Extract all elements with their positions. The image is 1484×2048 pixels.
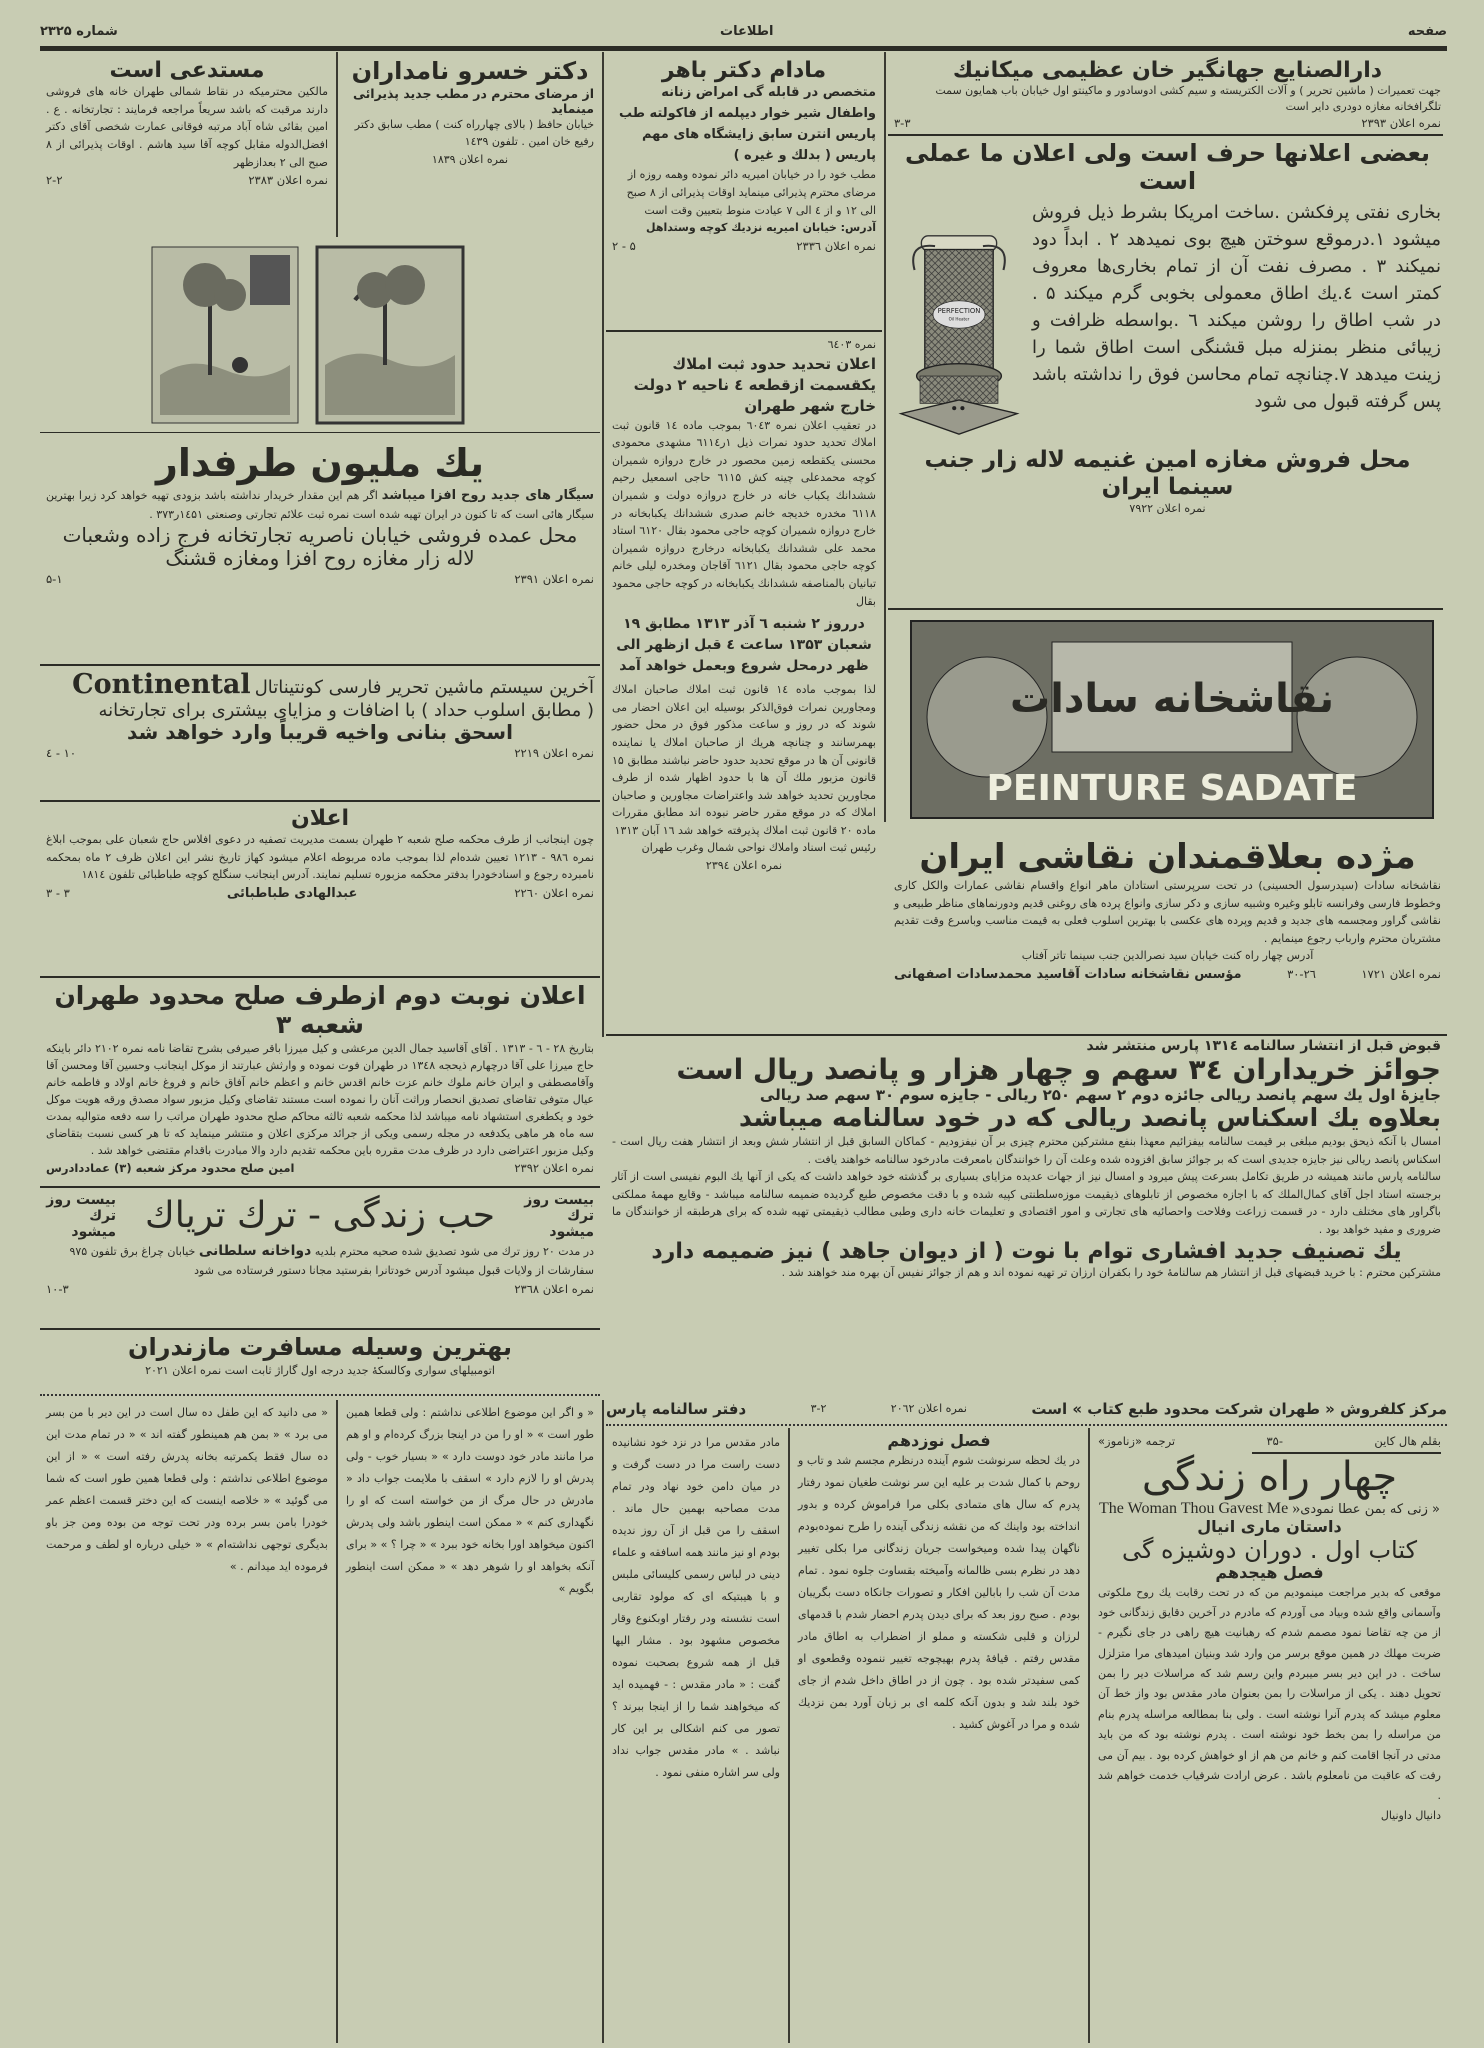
- ad-number: نمره اعلان ۱۷۲۱: [1361, 967, 1441, 982]
- notice-ad-number: نمره اعلان ۲۳۹٤: [705, 859, 783, 873]
- landscape-illustration-right: [315, 245, 465, 425]
- serial-author: بقلم هال کاین: [1374, 1434, 1441, 1448]
- heater-label: PERFECTION: [937, 307, 981, 316]
- serial-text: موقعی که بدیر مراجعت مینمودیم من که در تحت رقابت یك روح ملکوتی وآسمانی واقع شده وبیاد می آوردم که مادرم در آخرین دقایق زندگانی خود از من چه تقاضا نمود مصمم شدم که رهبانیت هیچ راهی در جای نگیرم - ضربت مهلك در همین موقع برسر من وارد شد وبنیان امیدهای مرا متزلزل ساخت . در این دیر بسر میبردم واین رسم شد که مراسلات دیر را بمن تحویل دهند . یکی از مراسلات را بمن بعنوان مادر مقدس بود واز خط آن معلوم میشد که پدرم آنرا نوشته است . ولی بنا بمطالعه مراسله پدرم بنام من مراسله را بمن بخط خود نوشته است . پدرم نوشته بود که من باید مدتی در آنجا اقامت کنم و خانم من هم از او خواهش کرده بود . بیم آن می رفت که عاقبت من نامعلوم باشد . عرض ارادت شرفیاب خدمت خواهم شد .: [1098, 1585, 1441, 1803]
- serial-text: مادر مقدس مرا در نزد خود نشانیده دست راست مرا در دست گرفت و در میان دامن خود نهاد ودر تمام مدت مصاحبه بهمین حال ماند . اسقف را من قبل از آن روز ندیده بودم او نیز مانند همه اسافقه و علماء دینی در لباس رسمی کلیسائی ملبس و با هیبتیکه ای که مولود تقاربی است نشسته ودر رفتار اوبکنوع وقار مخصوص مشهود بود . مشار الیها قبل از همه شروع بصحبت نموده گفت : « مادر مقدس : - فهمیده اید که میخواهند شما را از اینجا ببرند ؟ تصور می کنم اشکالی بر این کار نباشد . » مادر مقدس جواب نداد ولی سر اشاره منفی نمود .: [612, 1436, 780, 1779]
- ad-text: اگر هم این مقدار خریدار نداشته باشد بزودی تهیه خواهد کرد زیرا بهترین سیگار هائی است که تا کنون در ایران تهیه شده است نمره ثبت علائم تجارتی وصنعتی ۱٤۵۱ر۳۷۳ .: [46, 488, 594, 522]
- masthead: [40, 24, 1447, 46]
- ad-code: ۲-۲: [46, 173, 63, 188]
- column-divider: [602, 52, 604, 1037]
- ad-hab-zendegi: [40, 1190, 600, 1326]
- serial-column-5: [40, 1400, 334, 2045]
- column-divider: [788, 1428, 790, 2043]
- banner-fr: PEINTURE SADATE: [986, 768, 1358, 809]
- ad-text: نقاشخانه سادات (سیدرسول الحسینی) در تحت سرپرستی استادان ماهر انواع واقسام نقاشی عمارات والکل کاری وخطوط فارسی وفرانسه تابلو وغیره وشبیه سازی و دکر سازی وانواع پرده های روغنی قدیم ودورنماهای مناظر طبیعی و نقاشی گراور ومجسمه های جدید و قدیم وپرده های عکسی با بهترین اسلوب فعلی به قیمت مناسب وباسرع وقت تقدیم مشتریان محترم وارباب رجوع مینمایم .: [894, 879, 1441, 945]
- ad-code: ۳ - ۳: [46, 886, 70, 901]
- ad-text: بخاری نفتی پرفکشن .ساخت امریکا بشرط ذیل فروش میشود ۱.درموقع سوختن هیچ بوی نمیدهد ۲ . ابداً دود نمیکند ۳ . مصرف نفت آن از تمام بخاری‌ها معروف کمتر است ٤.یك اطاق معمولی بخوبی گرم میکند ۵ . در شب اطاق را روشن میکند ٦ .بواسطه ظرافت و زیبائی منظر بمنزله مبل قشنگی است اطاق شما را زینت میدهد ۷.چنانچه تمام محاسن فوق را نداشته باشد پس گرفته قبول می شود: [1032, 202, 1441, 413]
- ad-text: مالکین محترمیکه در نقاط شمالی طهران خانه های فروشی دارند مرقبت که باشد سریعاً مراجعه فرمایند : تجارتخانه . ع . امین بقائی شاه آباد مرتبه فوقانی عمارت شخصی آقای دکتر افضل‌الدوله مقابل کوچه آقا سید هاشم . اوقات پذیرائی از ۸ صبح الی ۲ بعدازظهر: [46, 85, 328, 169]
- serial-chapter: فصل نوزدهم: [887, 1431, 991, 1450]
- ad-code: ۵-۱: [46, 572, 63, 587]
- serial-subtitle-en: The Woman Thou Gavest Me »: [1099, 1500, 1301, 1518]
- ad-paragraph-2: سالنامه پارس مانند همیشه در طریق تکامل بسرعت پیش میرود و امسال نیز از جهات عدیده مزایای بسیاری بر گذشته خود خواهد داشت که یکی از آنها یك البوم نفیسی است از آثار برجسته استاد اجل آقای کمال‌الملك که با اجازه مخصوص از تابلوهای ذیقیمت موزه‌سلطنتی کپیه شده و با دقت مخصوص طبع گردیده ضمیمه سالنامه میباشد - وقایع مهمهٔ مملکتی باگراور های مختلف دارد - در قسمت زراعت وفلاحت واحصائیه های تجارتی و امور اقتصادی و تعلیمات خانه داری وطبی مطالب ذیقیمتی تهیه شده که برای هرطبقه از خوانندگان ما ضروری و مفید خواهد بود .: [612, 1170, 1441, 1236]
- ad-code: ۵ - ۲: [612, 238, 636, 253]
- serial-signature: دانیال داونیال: [1380, 1808, 1441, 1822]
- paper-name: اطلاعات: [720, 24, 774, 39]
- ad-text: اتومبیلهای سواری وکالسکهٔ جدید درجه اول گاراژ ثابت است: [224, 1363, 495, 1377]
- notice-text: چون اینجانب از طرف محکمه صلح شعبه ۲ طهران بسمت مدیریت تصفیه در دعوی افلاس حاج شعبان علی بموجب ابلاغ نمره ۹۸٦ - ۱۲۱۳ تعیین شده‌ام لذا بموجب ماده مربوطه اعلام میشود کهاز تاریخ نشر این اعلان ظرف ۲ ماه بمحکمه نامبرده رجوع و اسنادخودرا بدفتر محکمه مزبوره تسلیم نمایند. آدرس اینجانب سنگلج کوچه طباطبائی تلفون ۱۸۱٤: [46, 833, 595, 882]
- landscape-illustration-left: [150, 245, 300, 425]
- ad-line-1: قبوض قبل از انتشار سالنامه ۱۳۱٤ پارس منتشر شد: [1086, 1038, 1441, 1054]
- ad-continental: [40, 667, 600, 797]
- ad-paragraph-1: امسال با آنکه ذیحق بودیم مبلغی بر قیمت سالنامه بیفزائیم معهذا بنفع مشترکین محترم چیزی بر آن نیفزودیم - کماکان السابق قبل از انتشار شش وبعد از انتشار هفت ریال است - اسکناس پانصد ریالی نیز جایزه جدیدی است که بر جوائز سابق افزوده شده وعلت آن را خوانندگان بامعرفت مادرخود سالنامه خواهند یافت .: [612, 1134, 1441, 1166]
- notice-title: اعلان تحدید حدود ثبت املاك یکقسمت ازقطعه ٤ ناحیه ۲ دولت خارج شهر طهران: [633, 354, 876, 415]
- serial-column-2: [792, 1430, 1086, 2045]
- heater-illustration: [894, 229, 1024, 441]
- column-divider: [884, 52, 886, 822]
- ad-number: نمره اعلان ۷۹۲۲: [1129, 502, 1206, 516]
- ad-store-2: لاله زار مغازه روح افزا ومغازه قشنگ: [165, 546, 475, 571]
- ad-code: ۱۰-۳: [46, 1281, 69, 1296]
- serial-column-4: [340, 1400, 600, 2045]
- ad-prizes: جایزهٔ اول یك سهم پانصد ریالی جائزه دوم ۲ سهم ۲۵۰ ریالی - جایزه سوم ۳۰ سهم صد ریالی: [759, 1086, 1441, 1105]
- divider: [40, 976, 600, 978]
- ad-headline: بعضی اعلانها حرف است ولی اعلان ما عملی است: [905, 139, 1430, 195]
- serial-story-name: داستان ماری انیال: [1197, 1517, 1342, 1537]
- notice-signature: رئیس ثبت اسناد واملاك نواحی شمال وغرب طهران: [641, 841, 876, 855]
- divider: [40, 800, 600, 802]
- ad-address: آدرس چهار راه کنت خیابان سید نصرالدین جنب سینما تاتر آفتاب: [1021, 949, 1314, 963]
- ad-number: نمره اعلان ۲۲٦۰: [514, 886, 594, 901]
- notice-text: بتاریخ ۲۸ - ٦ - ۱۳۱۳ . آقای آقاسید جمال الدین مرعشی و کیل میرزا باقر صیرفی بشرح تقاضا نامه نمره ۲۱۰۲ دائر باینکه حاج میرزا علی آقا درچهارم ذیحجه ۱۳٤۸ در طهران فوت نموده و وارثش عبارتند از موکل اینجانب وحسین آقا ومحسن آقا وآقامصطفی و ایران خانم ملوك خانم عزت خانم اقدس خانم و اعظم خانم آفاق خانم و فروغ خانم اولاد و فاطمه خانم عیال متوفی تقاضای تصدیق انحصار وراثت آنان را نموده است مستند تقاضای وکیل مزبور سواد مصدق ورقه هویت موکل خود و یکطغری استشهاد نامه میباشد لذا محکمه شعبه ثالثه محاکم صلح محدود طهران مراتب را سه دفعه متوالیه بمدت سه ماه هر ماهی یکدفعه در مجله رسمی ویکی از جرائد مرکزی اعلان و منتشر مینماید که تا هر کسی نسبت بتقاضای وکیل مزبور اعتراضی دارد در ظرف مدت مقرره باین محکمه تقدیم دارد والا مبادرت باقدام مقتضی خواهد شد .: [46, 1041, 594, 1157]
- ad-side-right: بیست روز ترك میشود: [524, 1192, 594, 1240]
- divider: [888, 134, 1443, 136]
- ad-number: نمره اعلان ۲۳۹۲: [514, 1160, 594, 1175]
- ad-side-left: بیست روز ترك میشود: [46, 1192, 117, 1240]
- ad-code: ۳-۳: [894, 116, 911, 131]
- ad-paragraph-3: مشترکین محترم : با خرید قبضهای قبل از انتشار هم سالنامهٔ خود را بکفران ارزان تر تهیه نموده اند و هم از جوائز نفیس آن بهره مند خواهند شد .: [781, 1265, 1441, 1279]
- notice-number: نمره ٦٤۰۳: [827, 338, 876, 351]
- notice-text: در تعقیب اعلان نمره ٦۰٤۳ بموجب ماده ۱٤ قانون ثبت املاك تحدید حدود نمرات ذیل ۱ر٦۱۱٤ مشهدی محمودی محسنی یکقطعه زمین محصور در خارج دروازه شمیران کوچه محمدعلی چینه کش ٦۱۱۵ حاجی اسمعیل رحیم ششدانك یکباب خانه در خارج دروازه دولت و شمیران ٦۱۱۸ مخدره خدیجه خانم صدری ششدانك یکبابخانه در خارج دروازه شمیران کوچه حاجی محمود بقال ٦۱۲۰ استاد محمد علی ششدانك یکبابخانه درخارج دروازه شمیران کوچه حاجی محمود بقال ٦۱۲۱ آقاجان ومخدره لیلی خانم تبانیان بالمناصفه ششدانك یکبابخانه در کوچه حاجی محمود بقال: [612, 418, 877, 608]
- serial-story: [1092, 1430, 1447, 2045]
- ad-line-3: اسحق بنانی واخیه قریباً وارد خواهد شد: [127, 720, 513, 744]
- ad-heater: [888, 138, 1447, 608]
- ad-text-bold: سیگار های جدید روح افزا میباشد: [381, 487, 594, 503]
- ad-code: ۳۰-۲٦: [1287, 967, 1316, 982]
- footer-ad-number: نمره اعلان ۲۰٦۲: [890, 1402, 967, 1416]
- column-divider: [602, 1400, 604, 2043]
- footer-code: ۳-۲: [810, 1402, 827, 1416]
- ad-subtitle: از مرضای محترم در مطب جدید پذیرائی مینماید: [352, 85, 594, 116]
- serial-book: کتاب اول . دوران دوشیزه گی: [1121, 1535, 1418, 1564]
- ad-text-post: خیابان چراغ برق تلفون ۹۷۵ سفارشات از ولایات قبول میشود آدرس خودتانرا بفرستید مجانا دستور فرستاده می شود: [69, 1245, 594, 1278]
- svg-text:Oil Heater: Oil Heater: [948, 316, 970, 322]
- ad-text-bold: دواخانه سلطانی: [198, 1243, 312, 1259]
- footer-center: مرکز کلفروش « طهران شرکت محدود طبع کتاب » است: [1031, 1400, 1447, 1418]
- serial-column-3: [606, 1430, 786, 2045]
- column-divider: [336, 52, 338, 237]
- ad-text-pre: در مدت ۲۰ روز ترك می شود تصدیق شده صحیه محترم بلدیه: [314, 1245, 594, 1258]
- banner-fa: نقاشخانه سادات: [1009, 676, 1335, 722]
- ad-mozhdeh: [888, 836, 1447, 1032]
- title-rule: [1252, 1452, 1441, 1454]
- ad-headline: جوائز خریداران ۳٤ سهم و چهار هزار و پانصد ریال است: [676, 1053, 1441, 1086]
- ad-headline-2: بعلاوه یك اسکناس پانصد ریالی که در خود سالنامه میباشد: [739, 1103, 1441, 1133]
- ad-title: دکتر خسرو نامداران: [351, 57, 589, 85]
- notice-text2: لذا بموجب ماده ۱٤ قانون ثبت املاك صاحبان املاك ومجاورین نمرات فوق‌الذکر بوسیله این اعلان احضار می شوند که در روز و ساعت مذکور فوق در محل حضور بهمرسانند و چنانچه هریك از صاحبان املاك یا نماینده قانونی آن ها در موقع تحدید حدود حاضر نباشند مطابق ۱۵ قانون مزبور ملك آن ها با حدود اظهار شده از طرف مجاورین تحدید خواهد شد واعتراضات مجاورین و صاحبان املاك که در موقع مقرر حاضر نبوده اند مطابق مقررات ماده ۲۰ قانون ثبت املاك پذیرفته خواهد شد ۱٦ آبان ۱۳۱۳: [612, 683, 877, 837]
- peinture-sadate-banner: [910, 620, 1434, 819]
- banner-artwork: [912, 622, 1432, 817]
- divider: [40, 1328, 600, 1330]
- ad-number: نمره اعلان ۲۳۸۳: [248, 173, 328, 188]
- divider: [606, 330, 882, 332]
- ad-code: ۱۰ - ٤: [46, 746, 77, 760]
- notice-elan-nobat: [40, 980, 600, 1185]
- salnameh-footer: [606, 1398, 1447, 1420]
- ad-number: نمره اعلان ۲۳٦۸: [514, 1281, 594, 1296]
- notice-signature: عبدالهادی طباطبائی: [226, 886, 358, 902]
- serial-text: « می دانید که این طفل ده سال است در این دیر با من بسر می برد » « بمن هم همینطور گفته اند » « در تمام مدت این ده سال فقط یکمرتبه بخانه پدرش رفته است » « از این موضوع اطلاعی نداشتم : ولی قطعا همین طور است که شما می گوئید » « خلاصه اینست که این دختر قسمت اعظم عمر خودرا بامن بسر برده ودر تحت توجه من بوده ومن جز باو بدیگری توجهی نداشته‌ام » « خیلی درباره او لطف و مرحمت فرموده اید میدانم . »: [46, 1406, 328, 1573]
- divider: [888, 608, 1443, 610]
- notice-date: درروز ۲ شنبه ٦ آذر ۱۳۱۳ مطابق ۱۹ شعبان ۱۳۵۳ ساعت ٤ قبل ازظهر الی ظهر درمحل شروع وبعمل خواهد آمد: [616, 616, 872, 675]
- column-divider: [1088, 1428, 1090, 2043]
- ad-address: آدرس: خیابان امیریه نزدیك کوچه وستداهل: [646, 221, 876, 235]
- footer-office: دفتر سالنامه پارس: [606, 1400, 747, 1418]
- ad-title: بهترین وسیله مسافرت مازندران: [127, 1333, 513, 1361]
- serial-subtitle-fa: « زنی که بمن عطا نمودی: [1300, 1502, 1440, 1518]
- ad-title: مژده بعلاقمندان نقاشی ایران: [919, 837, 1416, 877]
- ad-founder: مؤسس نقاشخانه سادات آقاسید محمدسادات اصفهانی: [894, 967, 1242, 983]
- ad-store: محل فروش مغازه امین غنیمه لاله زار جنب سینما ایران: [924, 447, 1411, 500]
- ad-line-2: ( مطابق اسلوب حداد ) با اضافات و مزایای بیشتری برای تجارتخانه: [98, 700, 594, 721]
- divider: [40, 432, 600, 433]
- ad-number: نمره اعلان ۲۰۲۱: [145, 1363, 222, 1377]
- ad-dar-sanaye: [888, 56, 1447, 132]
- ad-mostadi: [40, 56, 334, 234]
- ad-text: مطب خود را در خیابان امیریه دائر نموده وهمه روزه از مرضای محترم پذیرائی مینماید اوقات پذیرائی از ۸ صبح الی ۱۲ و از ٤ الی ۷ عیادت منوط بتعیین وقت است: [626, 168, 876, 217]
- serial-title: چهار راه زندگی: [1141, 1454, 1398, 1501]
- ad-title: مستدعی است: [109, 58, 265, 83]
- column-divider: [336, 1400, 338, 2043]
- divider: [40, 1186, 600, 1188]
- ad-madam-baher: [606, 56, 882, 328]
- ad-number: نمره اعلان ۲۳۳٦: [796, 238, 876, 253]
- ad-number: نمره اعلان ۲۲۱۹: [514, 746, 594, 760]
- ad-title: یك مليون طرفدار: [155, 441, 485, 485]
- ad-number: نمره اعلان ۲۳۹۱: [514, 572, 594, 587]
- serial-chapter: فصل هیجدهم: [1215, 1563, 1324, 1583]
- ad-text: جهت تعمیرات ( ماشین تحریر ) و آلات الکتریسته و سیم کشی ادوسادور و ماکینتو اول خیابان باب همایون سمت تلگرافخانه مغازه دودری دایر است: [935, 84, 1441, 114]
- ad-salnameh-pars: [606, 1036, 1447, 1396]
- ad-title: مادام دکتر باهر: [661, 58, 827, 83]
- notice-title: اعلان: [290, 806, 350, 831]
- ad-brand: Continental: [72, 669, 251, 700]
- notice-property: [606, 334, 882, 1032]
- ad-store-1: محل عمده فروشی خیابان ناصریه تجارتخانه فرج زاده وشعبات: [62, 523, 578, 548]
- serial-episode: -۳۵: [1266, 1434, 1283, 1448]
- issue-number: شماره ۲۳۲۵: [40, 24, 118, 39]
- masthead-rule: [40, 46, 1447, 51]
- ad-headline-3: یك تصنیف جدید افشاری توام با نوت ( از دیوان جاهد ) نیز ضمیمه دارد: [651, 1238, 1402, 1264]
- ad-dr-khosro: [340, 56, 600, 234]
- notice-elan: [40, 804, 600, 974]
- divider: [40, 664, 600, 666]
- ad-subtitle: متخصص در قابله گی امراض زنانه واطفال شیر خوار دیپلمه از فاکولته طب پاریس انترن سابق زایشگاه های مهم پاریس ( بدلك و غیره ): [619, 85, 876, 163]
- serial-translator: ترجمه «زناموز»: [1098, 1434, 1176, 1448]
- serial-text: در یك لحظه سرنوشت شوم آینده درنظرم مجسم شد و تاب و روحم با کمال شدت بر علیه این سر نوشت طغیان نمود رفتار پدرم که سال های متمادی بکلی مرا فراموش کرده و بدور انداخته بود واینك که من نقشه زندگی آینده را طرح نموده‌بودم ناگهان پیدا شده ومیخواست جریان زندگانی مرا بکلی تغییر دهد در نظرم بسی ظالمانه وآمیخته بقساوت جلوه نمود . تمام مدت آن شب را بابالین افکار و تصورات جانکاه دست بگریبان بودم . صبح روز بعد که برای دیدن پدرم احضار شدم با قدمهای لرزان و قلبی شکسته و مملو از اضطراب به اطاق مادر مقدس رفتم . قیافهٔ پدرم بهیچوجه تغییر ننموده وقطعوی او کمی سفیدتر شده بود . چون از در اطاق داخل شدم از جای خود بلند شد و بدون آنکه کلمه ای بر زبان آورد بمن نزدیك شده و مرا در آغوش کشید .: [798, 1454, 1080, 1732]
- ad-mazandaran: [40, 1332, 600, 1392]
- notice-title: اعلان نوبت دوم ازطرف صلح محدود طهران شعبه ۳: [54, 981, 586, 1039]
- ad-line-1: آخرین سیستم ماشین تحریر فارسی کونتیناتال: [254, 677, 594, 698]
- page-label: صفحه: [1407, 24, 1447, 39]
- ad-number: نمره اعلان ۲۳۹۳: [1361, 116, 1441, 131]
- notice-signature: امین صلح محدود مرکز شعبه (۳) عماددادرس: [46, 1160, 295, 1175]
- serial-text: « و اگر این موضوع اطلاعی نداشتم : ولی قطعا همین طور است » « او را من در اینجا بزرگ کرده‌ام و او هم مرا مانند مادر خود دوست دارد » « بسیار خوب - ولی پدرش او را لازم دارد » اسقف با ملایمت جواب داد « مادرش در حال مرگ از من خواسته است که او را نگهداری کنم » « ممکن است اینطور باشد ولی پدرش اکنون میخواهد اورا بخانه خود ببرد » « چرا ؟ » « برای آنکه بخواهد او را شوهر دهد » « ممکن است اینطور بگویم »: [346, 1406, 594, 1595]
- ad-number: نمره اعلان ۱۸۳۹: [431, 152, 509, 166]
- ad-title: حب زندگی - ترك تریاك: [145, 1195, 495, 1237]
- ad-text: خیابان حافظ ( بالای چهارراه کنت ) مطب سابق دکتر رفیع خان امین . تلفون ۱٤۳۹: [354, 117, 594, 149]
- ad-cigar: [40, 440, 600, 660]
- ad-title: دارالصنایع جهانگیر خان عظیمی میکانیك: [952, 58, 1383, 83]
